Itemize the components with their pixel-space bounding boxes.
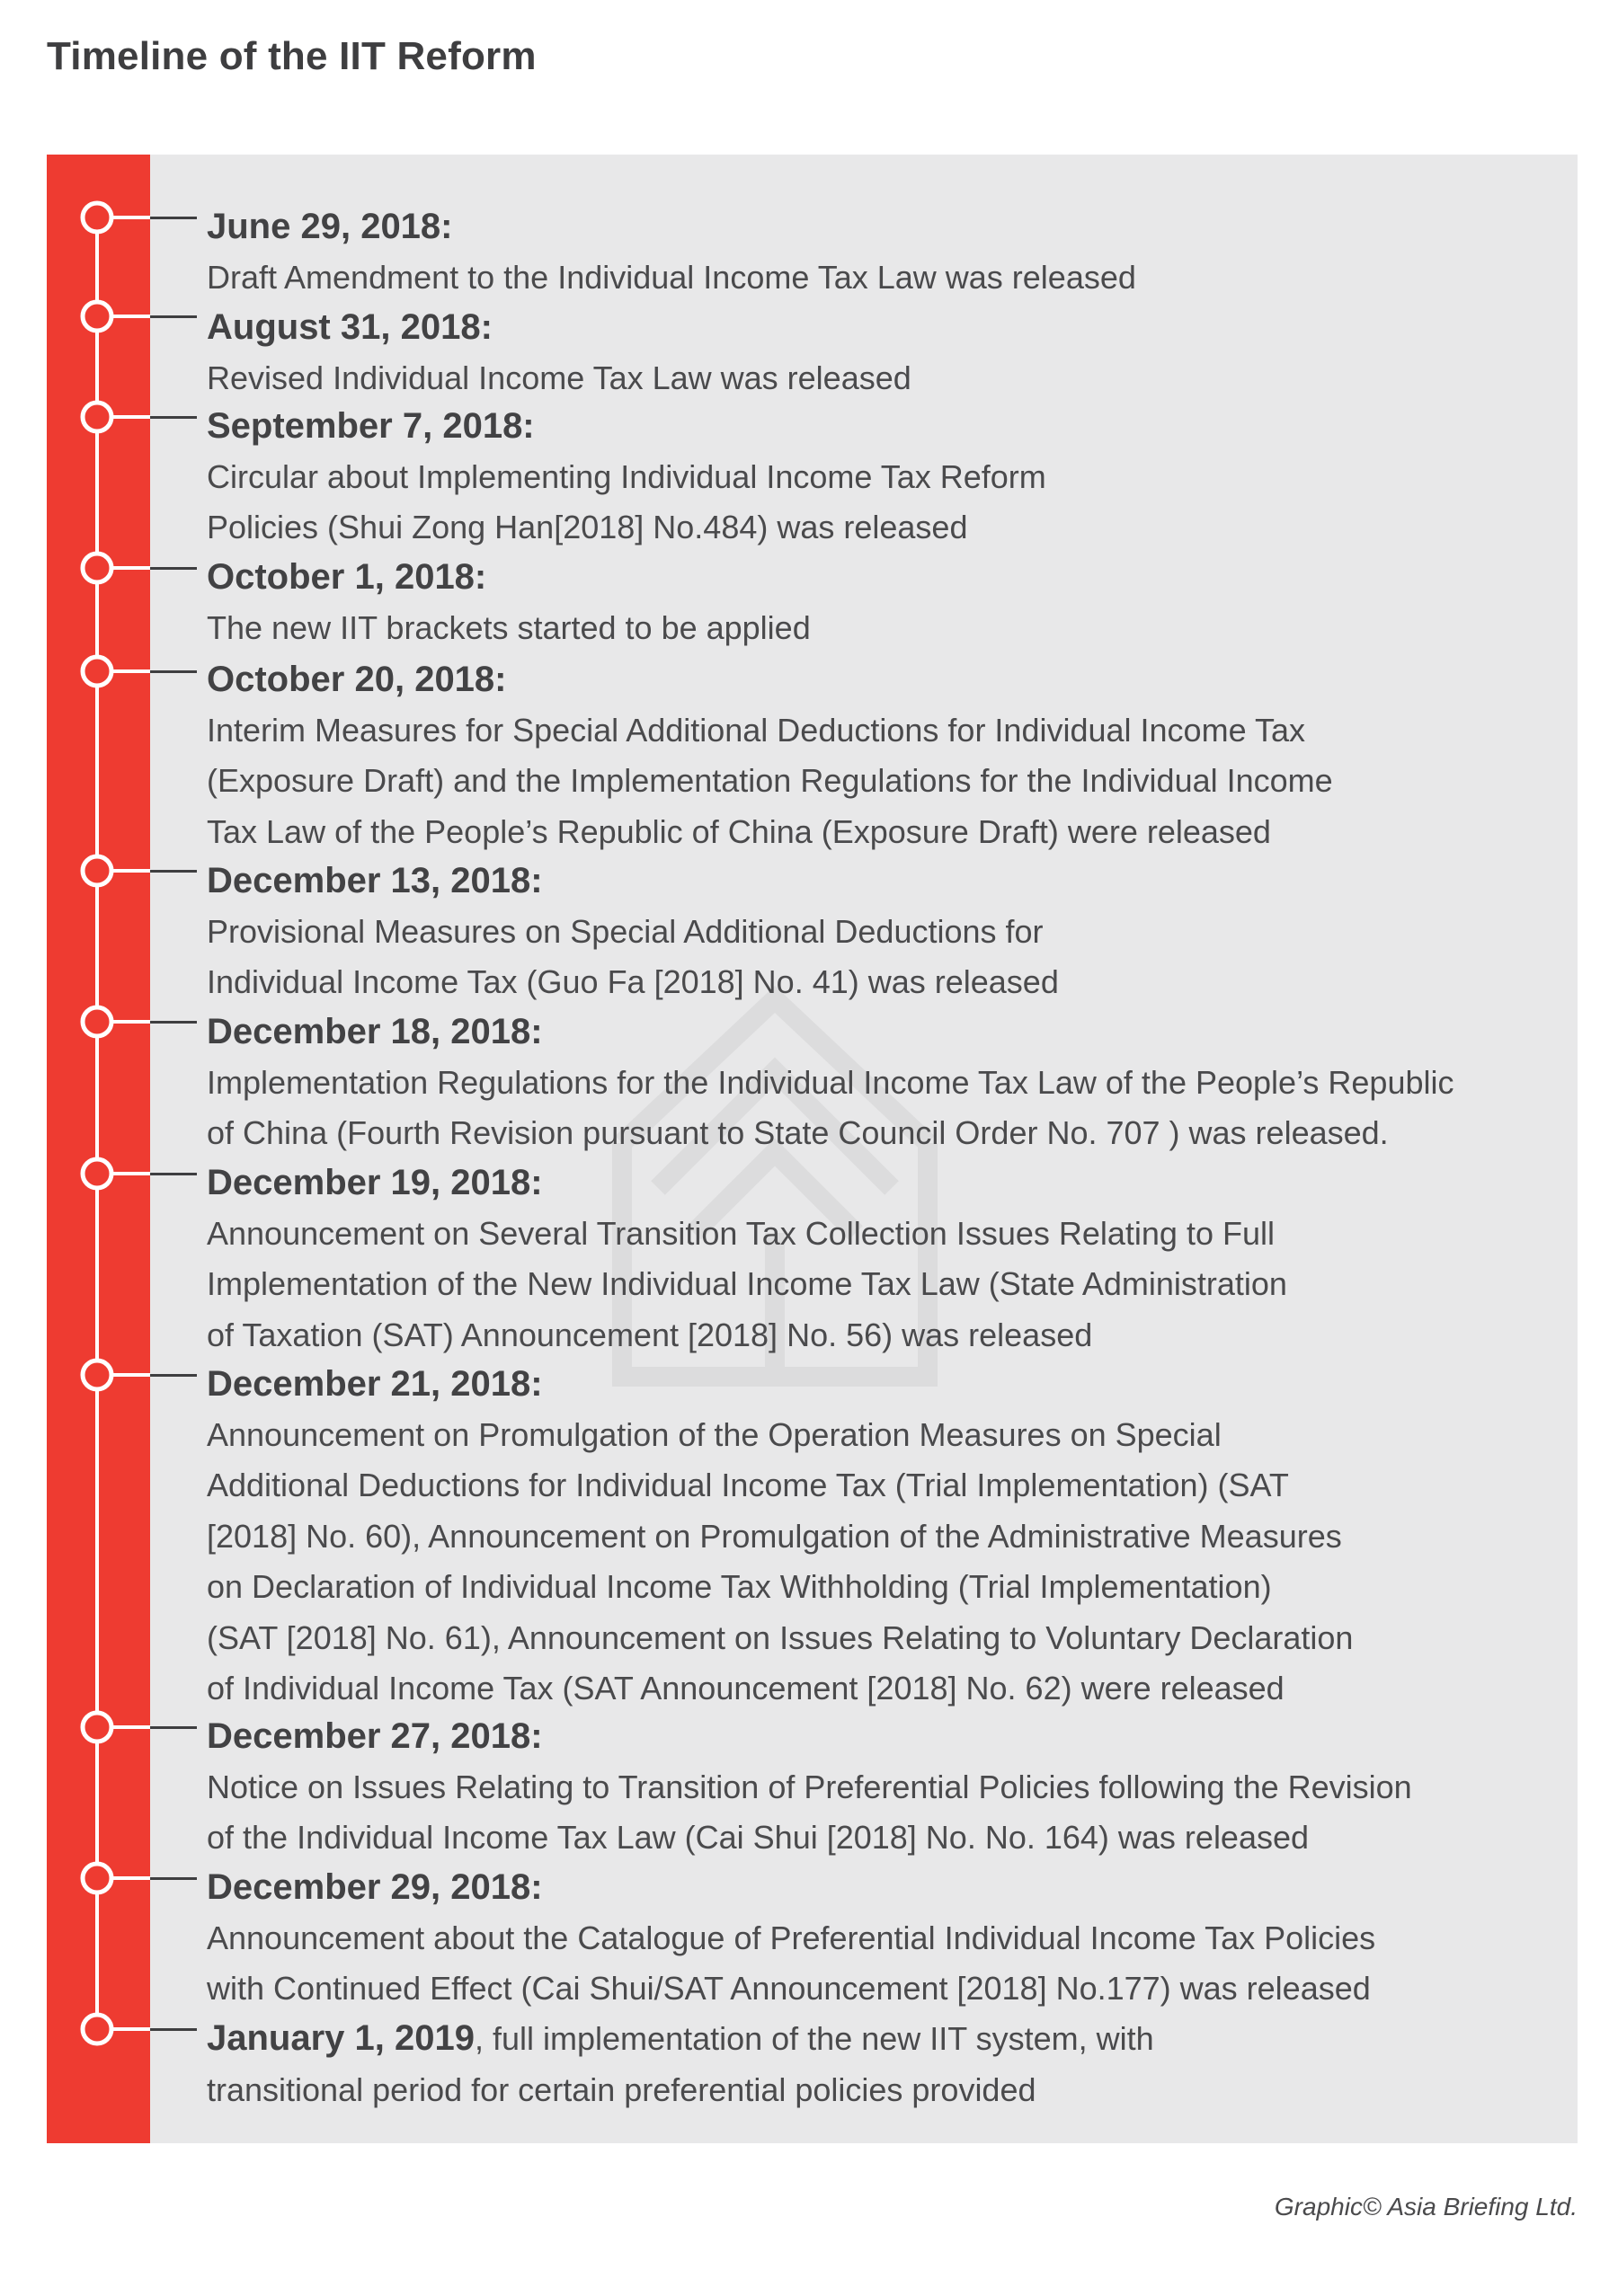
timeline-marker-circle-icon xyxy=(83,302,111,331)
event-description-line: Individual Income Tax (Guo Fa [2018] No. 41) was released xyxy=(207,963,1059,1000)
timeline-event xyxy=(207,1359,1555,1715)
event-description-line: transitional period for certain preferential policies provided xyxy=(207,2070,1036,2108)
timeline-marker-circle-icon xyxy=(83,403,111,431)
event-date: December 13, 2018: xyxy=(207,861,543,900)
timeline-connector-extension xyxy=(150,670,197,673)
timeline-connector-extension xyxy=(150,1726,197,1729)
event-description-line: Policies (Shui Zong Han[2018] No.484) was released xyxy=(207,509,968,545)
timeline-panel xyxy=(47,155,1578,2143)
timeline-event xyxy=(207,552,1555,653)
timeline-event xyxy=(207,302,1555,403)
event-description-line: [2018] No. 60), Announcement on Promulgation of the Administrative Measures xyxy=(207,1517,1342,1555)
event-description-line: with Continued Effect (Cai Shui/SAT Announcement [2018] No.177) was released xyxy=(207,1970,1371,2007)
event-date: September 7, 2018: xyxy=(207,406,535,446)
event-description-line: Additional Deductions for Individual Income Tax (Trial Implementation) (SAT xyxy=(207,1467,1289,1503)
event-description-line: (SAT [2018] No. 61), Announcement on Issues Relating to Voluntary Declaration xyxy=(207,1618,1354,1656)
event-description-line: Provisional Measures on Special Additional Deductions for xyxy=(207,912,1044,950)
timeline-connector-extension xyxy=(150,2028,197,2031)
event-date: January 1, 2019 xyxy=(207,2018,475,2058)
event-date: October 20, 2018: xyxy=(207,660,507,699)
timeline-event xyxy=(207,401,1555,554)
event-description-line: Implementation of the New Individual Income Tax Law (State Administration xyxy=(207,1265,1287,1302)
timeline-marker-circle-icon xyxy=(83,856,111,885)
timeline-event xyxy=(207,2013,1555,2115)
timeline-connector-extension xyxy=(150,217,197,219)
event-description-line: Interim Measures for Special Additional Deductions for Individual Income Tax xyxy=(207,711,1305,749)
event-date: December 18, 2018: xyxy=(207,1012,543,1051)
event-description-line: Tax Law of the People’s Republic of China (Exposure Draft) were released xyxy=(207,812,1271,850)
event-date: October 1, 2018: xyxy=(207,557,487,597)
event-date: June 29, 2018: xyxy=(207,207,453,246)
timeline-connector-extension xyxy=(150,567,197,570)
timeline-connector-extension xyxy=(150,315,197,318)
timeline-event xyxy=(207,1711,1555,1864)
timeline-marker-circle-icon xyxy=(83,554,111,582)
event-date: August 31, 2018: xyxy=(207,307,493,347)
timeline-event xyxy=(207,654,1555,857)
timeline-event xyxy=(207,1862,1555,2015)
timeline-marker-circle-icon xyxy=(83,1361,111,1389)
event-description-line: Announcement on Several Transition Tax Collection Issues Relating to Full xyxy=(207,1214,1275,1252)
event-inline-text: , full implementation of the new IIT system, with xyxy=(475,2020,1154,2057)
page-title: Timeline of the IIT Reform xyxy=(47,34,537,78)
event-date: December 27, 2018: xyxy=(207,1716,543,1756)
event-description-line: Notice on Issues Relating to Transition of Preferential Policies following the Revision xyxy=(207,1768,1412,1805)
timeline-connector-extension xyxy=(150,1374,197,1377)
timeline-connector-extension xyxy=(150,870,197,873)
timeline-marker-circle-icon xyxy=(83,657,111,686)
timeline-event xyxy=(207,1157,1555,1361)
timeline-marker-circle-icon xyxy=(83,1864,111,1893)
event-description-line: on Declaration of Individual Income Tax Withholding (Trial Implementation) xyxy=(207,1568,1272,1605)
timeline-marker-circle-icon xyxy=(83,1159,111,1188)
timeline-event xyxy=(207,201,1555,303)
event-description-line: Implementation Regulations for the Individual Income Tax Law of the People’s Republic xyxy=(207,1063,1454,1101)
event-date: December 19, 2018: xyxy=(207,1163,543,1202)
event-description-line: The new IIT brackets started to be applied xyxy=(207,608,811,646)
graphic-credit: Graphic© Asia Briefing Ltd. xyxy=(1274,2193,1578,2221)
event-date: December 21, 2018: xyxy=(207,1364,543,1404)
timeline-connector-extension xyxy=(150,416,197,419)
timeline-marker-circle-icon xyxy=(83,1713,111,1742)
event-description-line: of China (Fourth Revision pursuant to State Council Order No. 707 ) was released. xyxy=(207,1114,1389,1151)
timeline-track xyxy=(47,155,150,2143)
event-description-line: (Exposure Draft) and the Implementation Regulations for the Individual Income xyxy=(207,762,1333,799)
event-description-line: Announcement about the Catalogue of Preferential Individual Income Tax Policies xyxy=(207,1919,1376,1956)
event-description-line: Circular about Implementing Individual Income Tax Reform xyxy=(207,457,1046,495)
timeline-marker-circle-icon xyxy=(83,203,111,232)
event-description-line: of Taxation (SAT) Announcement [2018] No. 56) was released xyxy=(207,1316,1093,1353)
timeline-event xyxy=(207,855,1555,1008)
timeline-marker-circle-icon xyxy=(83,2015,111,2043)
timeline-event xyxy=(207,1006,1555,1159)
event-description-line: Draft Amendment to the Individual Income Tax Law was released xyxy=(207,258,1136,296)
event-description-line: of Individual Income Tax (SAT Announcement [2018] No. 62) were released xyxy=(207,1670,1285,1706)
timeline-connector-extension xyxy=(150,1173,197,1175)
event-description-line: Announcement on Promulgation of the Operation Measures on Special xyxy=(207,1415,1222,1453)
timeline-marker-circle-icon xyxy=(83,1007,111,1036)
timeline-connector-extension xyxy=(150,1877,197,1880)
event-date: December 29, 2018: xyxy=(207,1867,543,1907)
timeline-connector-extension xyxy=(150,1021,197,1024)
event-description-line: of the Individual Income Tax Law (Cai Shui [2018] No. No. 164) was released xyxy=(207,1819,1310,1856)
event-description-line: Revised Individual Income Tax Law was released xyxy=(207,359,911,396)
